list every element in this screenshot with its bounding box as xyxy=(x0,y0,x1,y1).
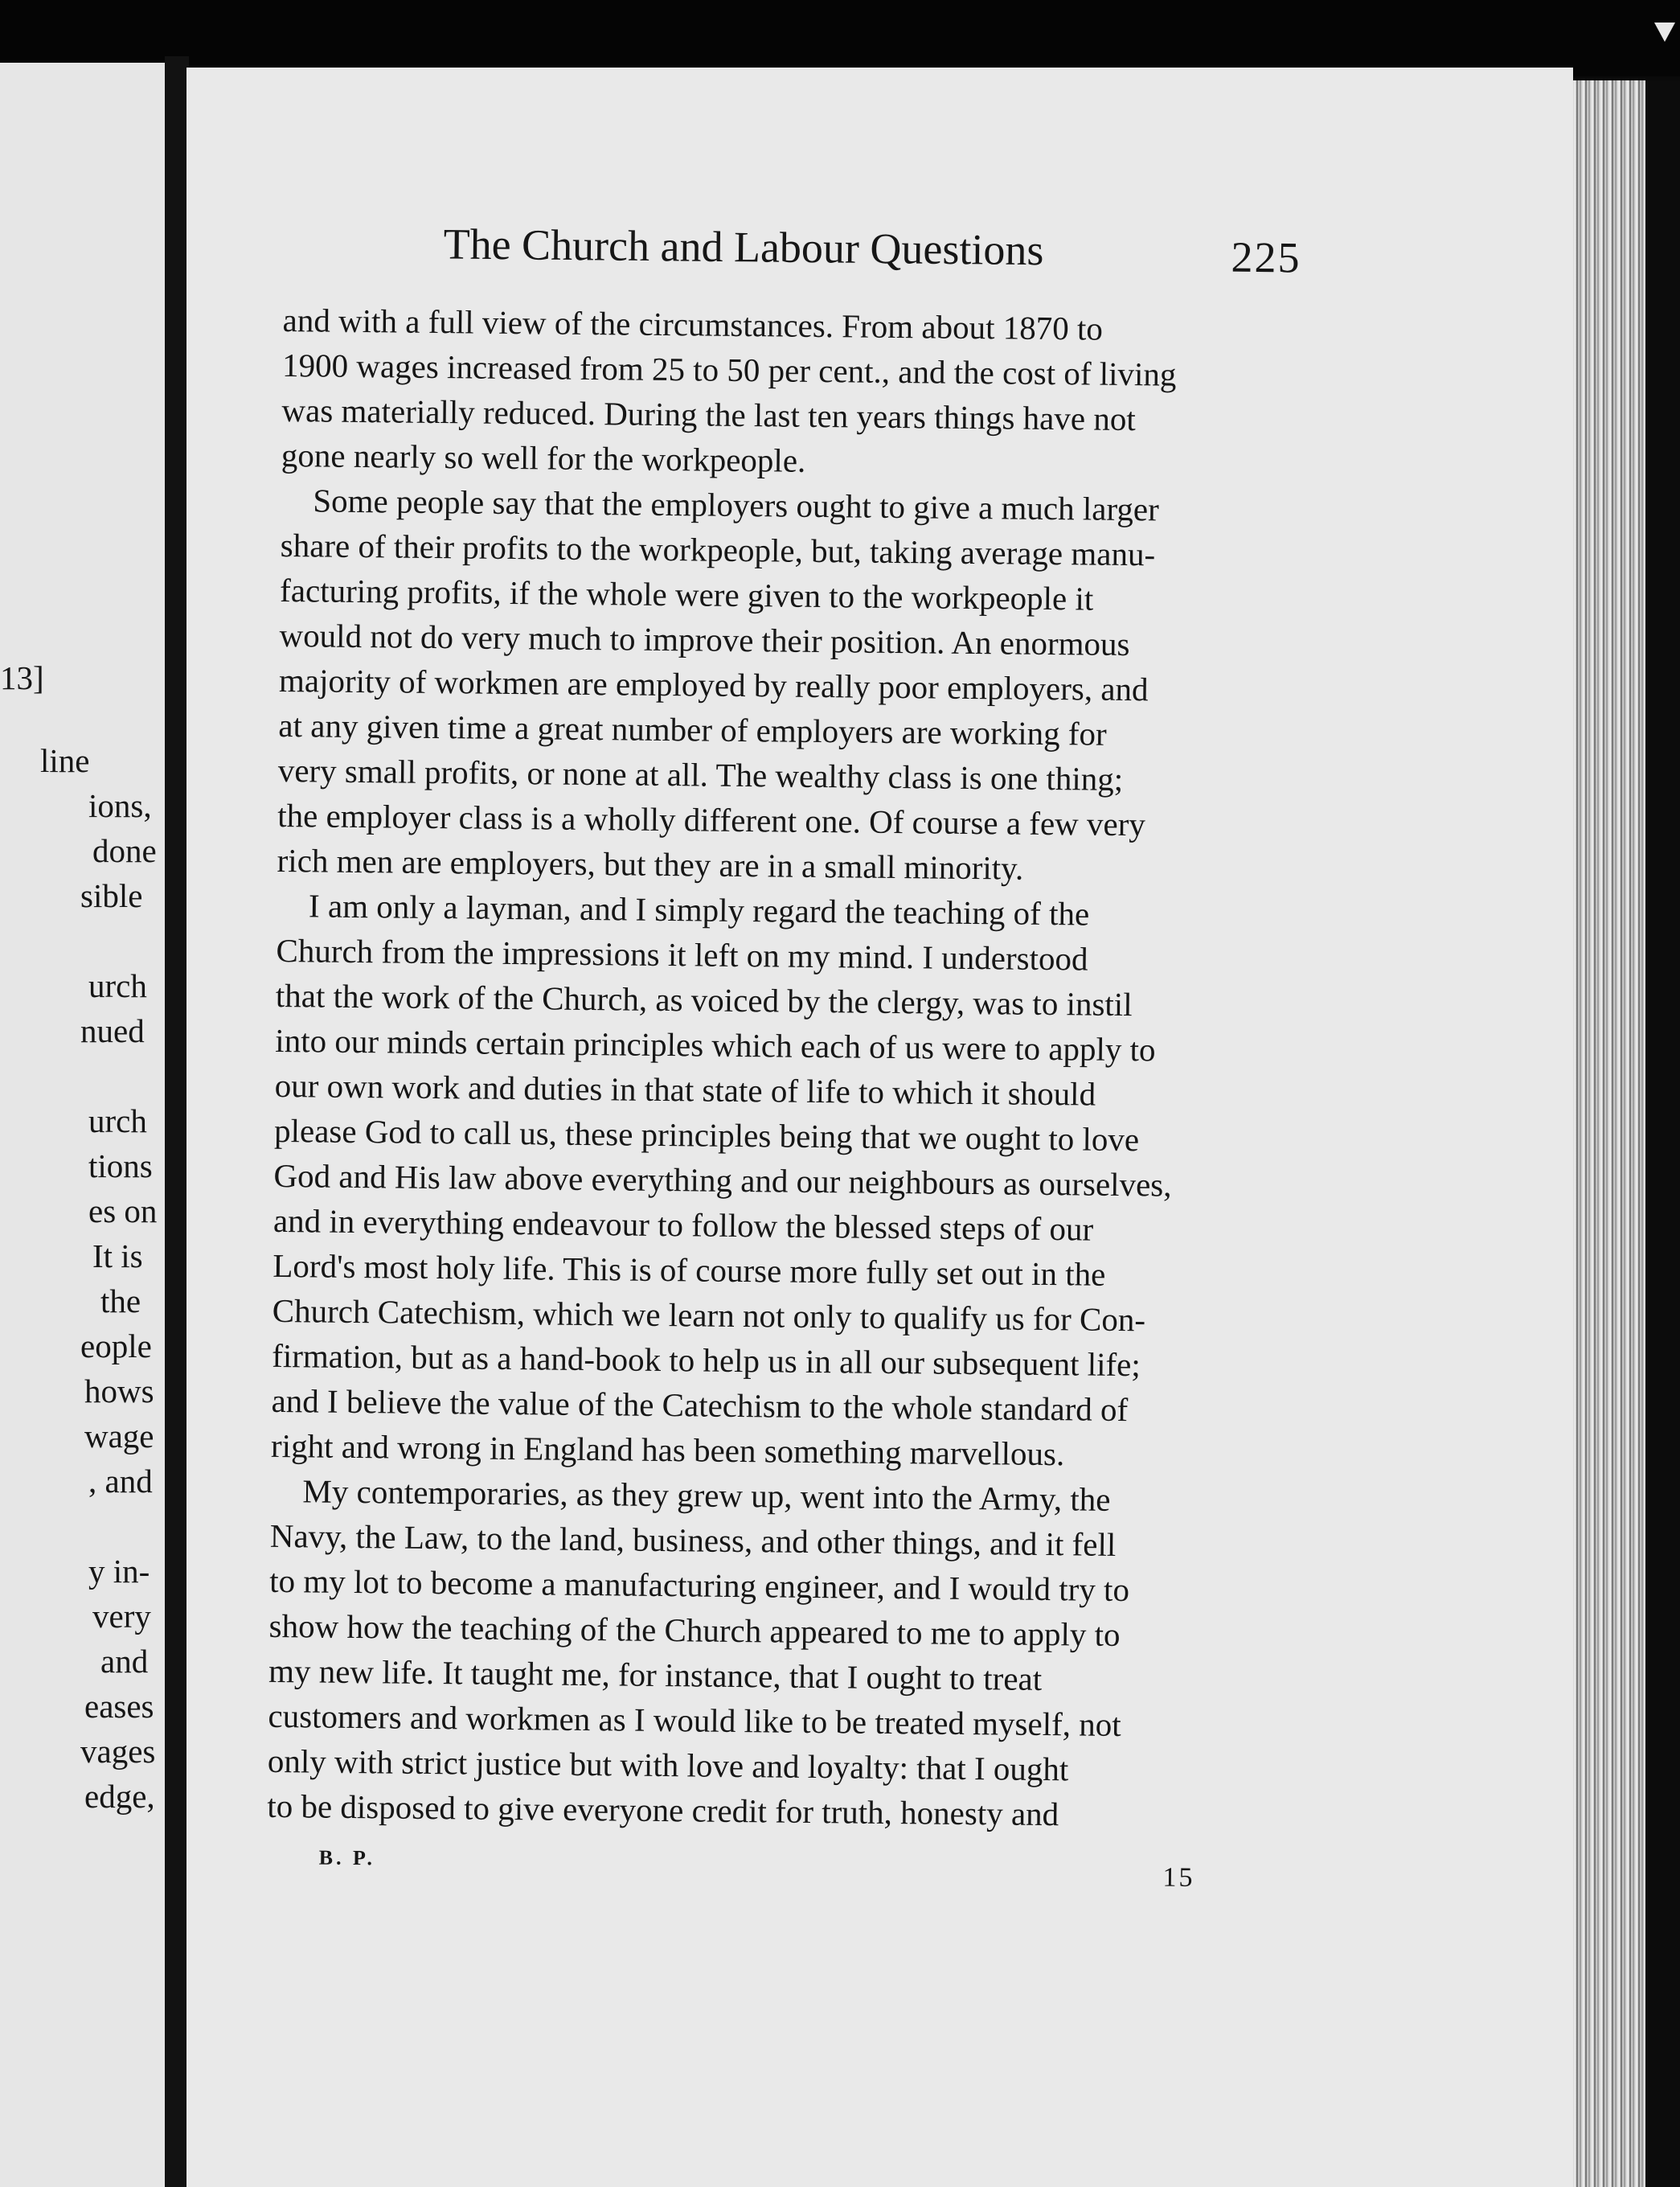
text-line: show how the teaching of the Church appeared to me to apply to xyxy=(268,1606,1121,1653)
left-page-text: urch xyxy=(88,967,147,1004)
paragraph-first-line: I am only a layman, and I simply regard the teaching of the xyxy=(308,887,1090,933)
text-line: only with strict justice but with love and loyalty: that I ought xyxy=(267,1742,1069,1788)
scan-corner-mark xyxy=(1654,23,1675,42)
left-page-text: , and xyxy=(88,1463,153,1500)
text-line: at any given time a great number of employers are working for xyxy=(278,706,1107,753)
left-page-text: y in- xyxy=(88,1553,150,1590)
text-line: Navy, the Law, to the land, business, and other things, and it fell xyxy=(269,1516,1117,1563)
left-page-text: edge, xyxy=(84,1778,155,1815)
text-line: and in everything endeavour to follow the blessed steps of our xyxy=(272,1201,1094,1248)
left-page-text: done xyxy=(92,832,157,869)
text-line: was materially reduced. During the last ten years things have not xyxy=(281,391,1136,438)
text-line: Church Catechism, which we learn not only to qualify us for Con- xyxy=(272,1291,1146,1339)
text-line: God and His law above everything and our neighbours as ourselves, xyxy=(273,1156,1172,1204)
left-page-text: eople xyxy=(80,1327,152,1364)
text-line: share of their profits to the workpeople, but, taking average manu- xyxy=(280,526,1156,573)
left-page-fragment xyxy=(0,63,165,2187)
book-gutter xyxy=(165,56,189,2187)
text-line: my new life. It taught me, for instance, that I ought to treat xyxy=(268,1652,1043,1697)
left-page-text: nued xyxy=(80,1012,145,1049)
text-line: customers and workmen as I would like to be treated myself, not xyxy=(268,1697,1121,1744)
text-line: facturing profits, if the whole were given to the workpeople it xyxy=(279,571,1094,618)
scan-top-border xyxy=(0,0,1680,76)
footer-signature-number: 15 xyxy=(1162,1862,1195,1893)
left-page-text: wage xyxy=(84,1418,154,1455)
page-number: 225 xyxy=(1231,232,1301,282)
text-line: rich men are employers, but they are in a small minority. xyxy=(277,841,1024,887)
left-page-text: It is xyxy=(92,1237,143,1274)
left-page-text: ions, xyxy=(88,787,152,824)
left-page-text: tions xyxy=(88,1147,153,1184)
text-line: Church from the impressions it left on my mind. I understood xyxy=(276,931,1088,978)
left-page-text: hows xyxy=(84,1373,154,1409)
text-line: Lord's most holy life. This is of course more fully set out in the xyxy=(272,1246,1106,1293)
text-line: would not do very much to improve their position. An enormous xyxy=(279,616,1130,663)
text-line: to be disposed to give everyone credit for truth, honesty and xyxy=(267,1787,1059,1833)
left-page-text: line xyxy=(40,742,90,779)
text-line: into our minds certain principles which each of us were to apply to xyxy=(275,1021,1156,1069)
left-page-text: es on xyxy=(88,1192,158,1229)
paragraph-first-line: Some people say that the employers ought to give a much larger xyxy=(313,482,1159,528)
text-line: right and wrong in England has been something marvellous. xyxy=(270,1426,1065,1473)
footer-signature-mark: B. P. xyxy=(318,1845,376,1870)
text-line: that the work of the Church, as voiced by the clergy, was to instil xyxy=(275,976,1133,1024)
left-page-text: sible xyxy=(80,877,143,914)
running-title: The Church and Labour Questions xyxy=(443,220,1044,275)
text-line: and with a full view of the circumstances. From about 1870 to xyxy=(282,301,1104,347)
text-line: our own work and duties in that state of life to which it should xyxy=(274,1066,1096,1113)
left-page-text: urch xyxy=(88,1102,147,1139)
left-page-text: and xyxy=(100,1643,149,1680)
text-line: 1900 wages increased from 25 to 50 per cent., and the cost of living xyxy=(281,346,1177,393)
text-line: firmation, but as a hand-book to help us in all our subsequent life; xyxy=(271,1336,1141,1384)
left-page-text: very xyxy=(92,1598,151,1635)
text-line: the employer class is a wholly different one. Of course a few very xyxy=(277,796,1146,843)
left-page-text: vages xyxy=(80,1733,156,1770)
left-page-text: the xyxy=(100,1282,141,1319)
left-page-text: 13] xyxy=(0,659,44,696)
text-line: to my lot to become a manufacturing engineer, and I would try to xyxy=(269,1561,1130,1609)
text-line: please God to call us, these principles being that we ought to love xyxy=(273,1111,1140,1159)
text-line: majority of workmen are employed by really poor employers, and xyxy=(278,661,1149,708)
scan-right-border xyxy=(1645,80,1680,2187)
paragraph-first-line: My contemporaries, as they grew up, went into the Army, the xyxy=(302,1472,1111,1518)
text-line: gone nearly so well for the workpeople. xyxy=(281,436,806,479)
page-edges xyxy=(1573,80,1645,2187)
text-line: and I believe the value of the Catechism to the whole standard of xyxy=(271,1381,1129,1429)
text-line: very small profits, or none at all. The wealthy class is one thing; xyxy=(277,751,1124,798)
left-page-text: eases xyxy=(84,1688,154,1725)
